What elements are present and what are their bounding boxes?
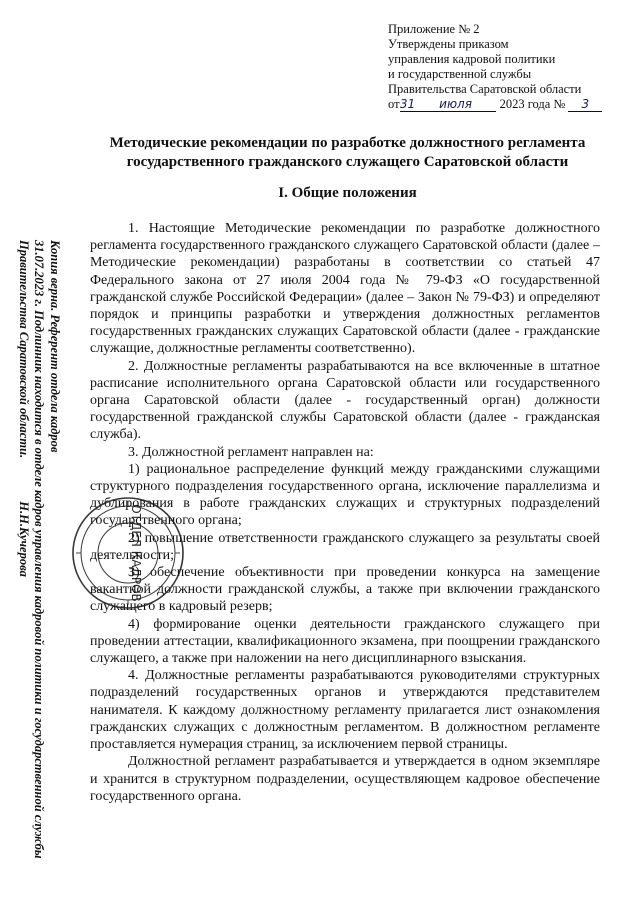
paragraph: 3. Должностной регламент направлен на:	[128, 444, 374, 460]
department-stamp	[70, 495, 186, 611]
paragraph: 2) повышение ответственности гражданского служащего за результаты своей деятельности;	[90, 530, 600, 563]
paragraph: Должностной регламент разрабатывается и утверждается в одном экземпляре и хранится в структурном подразделении, осуществляющем кадровое обеспечение государственного органа.	[90, 754, 600, 804]
date-prefix: от	[388, 97, 400, 111]
paragraph: 3) обеспечение объективности при проведении конкурса на замещение вакантной должности гражданской службы, а также при включении гражданского служащего в кадровый резерв;	[90, 565, 600, 615]
appendix-line: Утверждены приказом	[388, 37, 509, 51]
appendix-date-line	[388, 97, 608, 112]
appendix-line: Правительства Саратовской области	[388, 82, 582, 96]
date-year: 2023 года №	[499, 97, 566, 111]
stamp-seal-icon	[70, 495, 186, 611]
appendix-line: Приложение № 2	[388, 22, 480, 36]
signature-name: Н.Н.Кучерова	[17, 501, 31, 577]
handwritten-order-number: 3	[568, 98, 602, 112]
paragraph: 2. Должностные регламенты разрабатываются на все включенные в штатное расписание исполнительного органа Саратовской области или государственного органа Саратовской области (далее - государственный орган) должности государственной гражданской службы Саратовской области (далее - гражданская служба).	[90, 358, 600, 443]
certification-note	[14, 240, 74, 880]
handwritten-month: июля	[416, 98, 496, 112]
appendix-block	[388, 22, 608, 112]
paragraph: 1) рациональное распределение функций между гражданскими служащими структурного подразделения государственного органа, исключение параллелизма и дублирования в работе гражданских служащих и структурных подразделений государственного органа;	[90, 461, 600, 529]
paragraph: 1. Настоящие Методические рекомендации по разработке должностного регламента государственного гражданского служащего Саратовской области (далее – Методические рекомендации) разработаны в соответствии со статьей 47 Федерального закона от 27 июля 2004 года № 79-ФЗ «О государственной гражданской службе Российской Федерации» (далее – Закон № 79-ФЗ) и определяют порядок и принципы разработки и утверждения должностных регламентов государственных гражданских служащих Саратовской области (далее - гражданские служащие, должностные регламенты соответственно).	[90, 221, 600, 357]
certification-line: Правительства Саратовской области. Н.Н.Кучерова	[17, 240, 31, 577]
certification-line: 31.07.2023 г. Подлинник находится в отделе кадров управления кадровой политики и государственной службы	[32, 240, 47, 859]
section-heading: I. Общие положения	[278, 185, 417, 201]
document-title: Методические рекомендации по разработке должностного регламента государственного гражданского служащего Саратовской области	[109, 135, 586, 170]
certification-line: Копия верна. Референт отдела кадров	[48, 240, 62, 453]
stamp-center-text: ОТДЕЛ КАДРОВ	[129, 504, 143, 602]
paragraph: 4) формирование оценки деятельности гражданского служащего при проведении аттестации, квалификационного экзамена, при поощрении гражданского служащего, а также при наложении на него дисциплинарного взыскания.	[90, 616, 600, 667]
paragraph: 4. Должностные регламенты разрабатываются руководителями структурных подразделений государственных органов и утверждаются представителем нанимателя. К каждому должностному регламенту прилагается лист ознакомления гражданских служащих с должностным регламентом. В должностном регламенте проставляется нумерация страниц, за исключением первой страницы.	[90, 668, 600, 753]
appendix-line: управления кадровой политики	[388, 52, 556, 66]
appendix-line: и государственной службы	[388, 67, 532, 81]
handwritten-day: 31	[399, 97, 416, 111]
